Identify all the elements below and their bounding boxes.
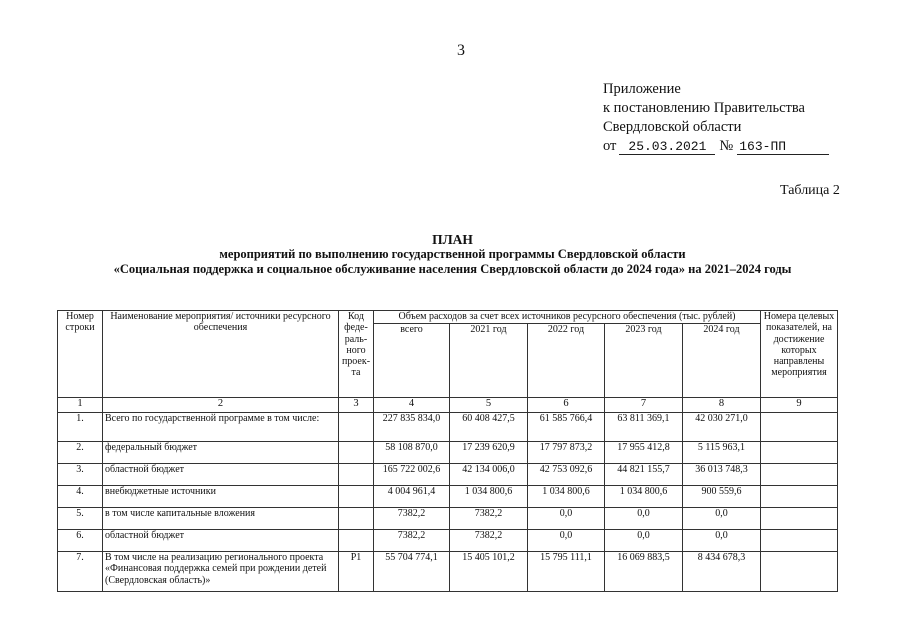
row-name: Всего по государственной программе в том числе: (103, 413, 339, 442)
row-name: федеральный бюджет (103, 442, 339, 464)
row-indicators (761, 442, 838, 464)
header-code: Код феде- раль- ного проек- та (339, 311, 374, 398)
column-number: 5 (450, 398, 528, 413)
column-number: 2 (103, 398, 339, 413)
row-code (339, 442, 374, 464)
row-2022: 61 585 766,4 (528, 413, 605, 442)
document-title (0, 232, 905, 277)
table-row (58, 530, 838, 552)
row-2024: 42 030 271,0 (683, 413, 761, 442)
header-total: всего (374, 324, 450, 398)
resolution-number: 163-ПП (737, 139, 829, 155)
column-number: 6 (528, 398, 605, 413)
row-2023: 16 069 883,5 (605, 552, 683, 592)
row-name: областной бюджет (103, 530, 339, 552)
column-number: 3 (339, 398, 374, 413)
row-code (339, 413, 374, 442)
table-row (58, 413, 838, 442)
column-number-row (58, 398, 838, 413)
row-name: областной бюджет (103, 464, 339, 486)
row-2023: 44 821 155,7 (605, 464, 683, 486)
title-line-3: «Социальная поддержка и социальное обслуживание населения Свердловской области до 2024 года» на 2021–2024 годы (113, 262, 792, 276)
row-indicators (761, 486, 838, 508)
row-2023: 63 811 369,1 (605, 413, 683, 442)
row-number: 3. (58, 464, 103, 486)
table-label: Таблица 2 (780, 183, 840, 198)
title-line-1: ПЛАН (432, 232, 473, 247)
row-2022: 0,0 (528, 508, 605, 530)
appendix-line-3: Свердловской области (603, 119, 742, 135)
row-2022: 0,0 (528, 530, 605, 552)
row-2021: 17 239 620,9 (450, 442, 528, 464)
appendix-block (603, 80, 829, 156)
row-2023: 1 034 800,6 (605, 486, 683, 508)
header-2022: 2022 год (528, 324, 605, 398)
table-row (58, 508, 838, 530)
row-number: 4. (58, 486, 103, 508)
row-2021: 60 408 427,5 (450, 413, 528, 442)
row-2021: 7382,2 (450, 530, 528, 552)
row-total: 4 004 961,4 (374, 486, 450, 508)
number-prefix: № (719, 138, 734, 154)
row-code (339, 508, 374, 530)
table-row (58, 552, 838, 592)
header-row-number: Номер строки (58, 311, 103, 398)
date-prefix: от (603, 138, 617, 154)
row-number: 6. (58, 530, 103, 552)
row-2023: 0,0 (605, 508, 683, 530)
appendix-line-2: к постановлению Правительства (603, 100, 805, 116)
header-row-1 (58, 311, 838, 324)
row-2022: 15 795 111,1 (528, 552, 605, 592)
row-2024: 36 013 748,3 (683, 464, 761, 486)
row-2021: 7382,2 (450, 508, 528, 530)
table-row (58, 486, 838, 508)
row-indicators (761, 413, 838, 442)
row-total: 227 835 834,0 (374, 413, 450, 442)
row-code (339, 464, 374, 486)
row-code (339, 530, 374, 552)
row-number: 1. (58, 413, 103, 442)
column-number: 1 (58, 398, 103, 413)
row-2023: 0,0 (605, 530, 683, 552)
header-2021: 2021 год (450, 324, 528, 398)
appendix-line-1: Приложение (603, 81, 681, 97)
header-expenses: Объем расходов за счет всех источников ресурсного обеспечения (тыс. рублей) (374, 311, 761, 324)
appendix-date-row (603, 137, 829, 156)
row-2024: 0,0 (683, 508, 761, 530)
title-line-2: мероприятий по выполнению государственной программы Свердловской области (219, 247, 686, 261)
row-2024: 5 115 963,1 (683, 442, 761, 464)
column-number: 7 (605, 398, 683, 413)
row-total: 58 108 870,0 (374, 442, 450, 464)
row-2021: 15 405 101,2 (450, 552, 528, 592)
row-2021: 1 034 800,6 (450, 486, 528, 508)
row-2024: 8 434 678,3 (683, 552, 761, 592)
row-indicators (761, 464, 838, 486)
page-number: 3 (457, 42, 465, 59)
table-row (58, 442, 838, 464)
header-indicators: Номера целевых показателей, на достижение которых направлены мероприятия (761, 311, 838, 398)
table-row (58, 464, 838, 486)
row-2024: 900 559,6 (683, 486, 761, 508)
row-name: В том числе на реализацию регионального проекта «Финансовая поддержка семей при рождении детей (Свердловская область)» (103, 552, 339, 592)
column-number: 8 (683, 398, 761, 413)
row-2022: 1 034 800,6 (528, 486, 605, 508)
row-name: внебюджетные источники (103, 486, 339, 508)
column-number: 4 (374, 398, 450, 413)
row-2024: 0,0 (683, 530, 761, 552)
row-total: 165 722 002,6 (374, 464, 450, 486)
row-total: 7382,2 (374, 530, 450, 552)
row-number: 5. (58, 508, 103, 530)
row-total: 55 704 774,1 (374, 552, 450, 592)
row-2023: 17 955 412,8 (605, 442, 683, 464)
row-2021: 42 134 006,0 (450, 464, 528, 486)
row-code: Р1 (339, 552, 374, 592)
row-indicators (761, 530, 838, 552)
header-2023: 2023 год (605, 324, 683, 398)
row-number: 2. (58, 442, 103, 464)
row-indicators (761, 552, 838, 592)
row-indicators (761, 508, 838, 530)
row-name: в том числе капитальные вложения (103, 508, 339, 530)
row-2022: 42 753 092,6 (528, 464, 605, 486)
row-number: 7. (58, 552, 103, 592)
column-number: 9 (761, 398, 838, 413)
row-2022: 17 797 873,2 (528, 442, 605, 464)
row-code (339, 486, 374, 508)
header-name: Наименование мероприятия/ источники ресурсного обеспечения (103, 311, 339, 398)
plan-table (57, 310, 838, 592)
resolution-date: 25.03.2021 (619, 139, 715, 155)
row-total: 7382,2 (374, 508, 450, 530)
header-2024: 2024 год (683, 324, 761, 398)
